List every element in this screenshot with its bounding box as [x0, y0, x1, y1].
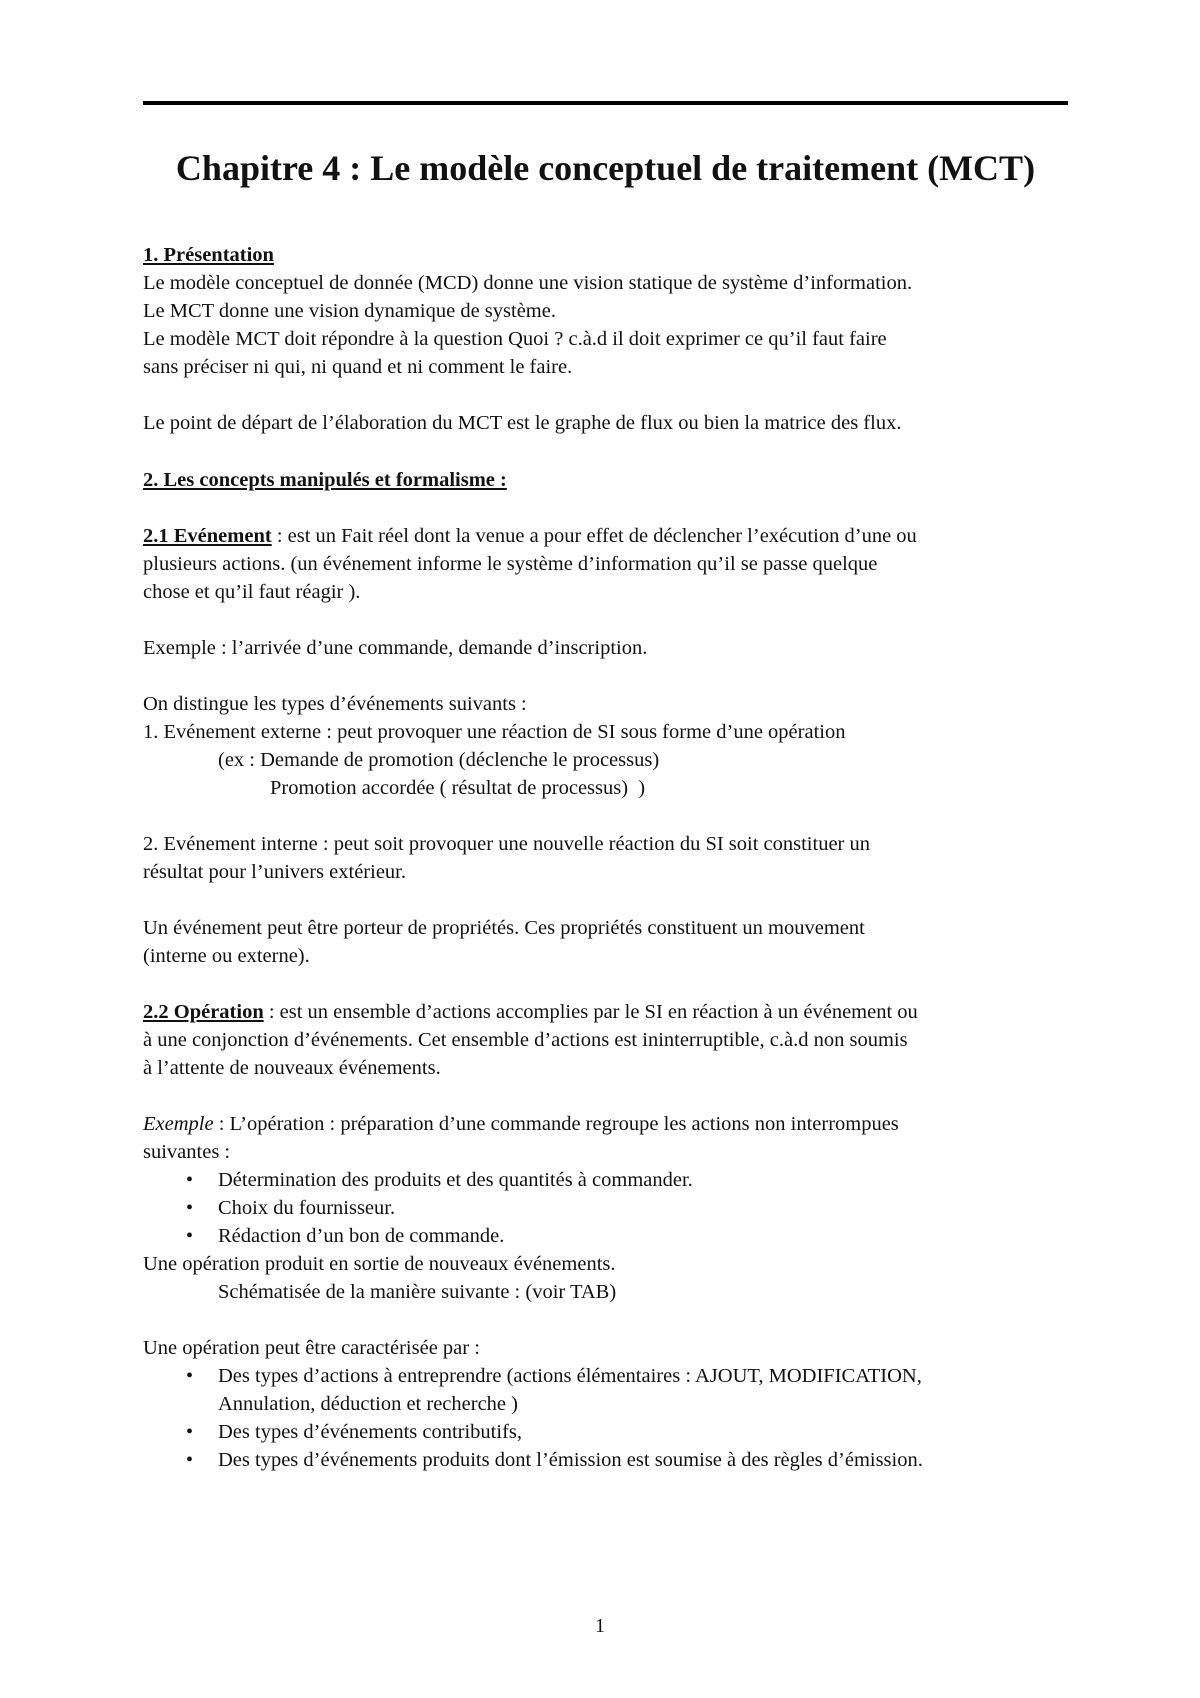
paragraph-line: (ex : Demande de promotion (déclenche le processus)	[218, 749, 660, 771]
list-item: Des types d’événements produits dont l’émission est soumise à des règles d’émission.	[218, 1449, 923, 1471]
paragraph-line: On distingue les types d’événements suivants :	[143, 693, 527, 715]
bullet-icon: •	[186, 1225, 194, 1247]
bullet-icon: •	[186, 1449, 194, 1471]
section-heading-presentation: 1. Présentation	[143, 244, 274, 266]
paragraph-line: Une opération peut être caractérisée par :	[143, 1337, 480, 1359]
list-item: Choix du fournisseur.	[218, 1197, 396, 1219]
example-line: Exemple : l’arrivée d’une commande, demande d’inscription.	[143, 637, 648, 659]
page-number: 1	[595, 1615, 605, 1637]
bullet-icon: •	[186, 1421, 194, 1443]
paragraph-line: Un événement peut être porteur de propriétés. Ces propriétés constituent un mouvement	[143, 917, 865, 939]
bullet-icon: •	[186, 1197, 194, 1219]
bullet-icon: •	[186, 1365, 194, 1387]
example-label: Exemple	[143, 1113, 214, 1135]
subsection-label: 2.2 Opération	[143, 1001, 264, 1023]
subsection-label: 2.1 Evénement	[143, 525, 272, 547]
paragraph-line: à une conjonction d’événements. Cet ensemble d’actions est ininterruptible, c.à.d non soumis	[143, 1029, 908, 1051]
section-heading-concepts: 2. Les concepts manipulés et formalisme :	[143, 469, 507, 491]
paragraph-line: Le point de départ de l’élaboration du MCT est le graphe de flux ou bien la matrice des flux.	[143, 412, 902, 434]
paragraph-line: Schématisée de la manière suivante : (voir TAB)	[218, 1281, 617, 1303]
paragraph-line: 1. Evénement externe : peut provoquer une réaction de SI sous forme d’une opération	[143, 721, 846, 743]
paragraph-line: plusieurs actions. (un événement informe le système d’information qu’il se passe quelque	[143, 553, 878, 575]
bullet-icon: •	[186, 1169, 194, 1191]
list-item: Des types d’actions à entreprendre (actions élémentaires : AJOUT, MODIFICATION,	[218, 1365, 922, 1387]
paragraph-line: Le MCT donne une vision dynamique de système.	[143, 300, 556, 322]
subsection-text: : est un ensemble d’actions accomplies par le SI en réaction à un événement ou	[263, 1001, 918, 1023]
paragraph-line: à l’attente de nouveaux événements.	[143, 1057, 441, 1079]
paragraph-line: résultat pour l’univers extérieur.	[143, 861, 406, 883]
paragraph-line: Promotion accordée ( résultat de processus) )	[270, 777, 646, 799]
paragraph-line: Une opération produit en sortie de nouveaux événements.	[143, 1253, 616, 1275]
paragraph-line: chose et qu’il faut réagir ).	[143, 581, 361, 603]
paragraph-line: sans préciser ni qui, ni quand et ni comment le faire.	[143, 356, 573, 378]
paragraph-line: (interne ou externe).	[143, 945, 310, 967]
subsection-operation	[143, 998, 918, 1026]
paragraph-line: Le modèle MCT doit répondre à la question Quoi ? c.à.d il doit exprimer ce qu’il faut faire	[143, 328, 887, 350]
subsection-evenement	[143, 522, 917, 550]
paragraph-line: 2. Evénement interne : peut soit provoquer une nouvelle réaction du SI soit constituer un	[143, 833, 870, 855]
paragraph-line: suivantes :	[143, 1141, 231, 1163]
list-item-continuation: Annulation, déduction et recherche )	[218, 1393, 518, 1415]
list-item: Des types d’événements contributifs,	[218, 1421, 523, 1443]
top-rule	[143, 101, 1068, 105]
example-line	[143, 1110, 899, 1138]
list-item: Détermination des produits et des quantités à commander.	[218, 1169, 693, 1191]
list-item: Rédaction d’un bon de commande.	[218, 1225, 505, 1247]
page-title: Chapitre 4 : Le modèle conceptuel de traitement (MCT)	[175, 148, 1036, 188]
example-text: : L’opération : préparation d’une commande regroupe les actions non interrompues	[213, 1113, 899, 1135]
paragraph-line: Le modèle conceptuel de donnée (MCD) donne une vision statique de système d’information.	[143, 272, 913, 294]
subsection-text: : est un Fait réel dont la venue a pour effet de déclencher l’exécution d’une ou	[271, 525, 917, 547]
